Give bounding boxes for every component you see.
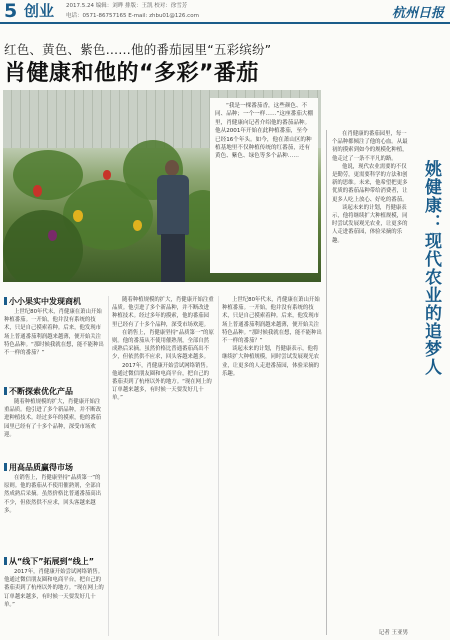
farmer-legs — [161, 234, 185, 282]
tomato — [133, 220, 142, 231]
tomato — [73, 210, 83, 222]
column-divider — [108, 296, 109, 636]
column-divider — [326, 130, 327, 635]
sidebar-paragraph: 在肖健康的番茄园里，每一个品种都倾注了他的心血。从最初的摸索到如今的规模化种植，他走过了一条不平凡的路。 — [332, 131, 408, 162]
page-number: 5 — [4, 0, 18, 22]
section-paragraph: 上世纪80年代末，肖健康在萧山开始种植番茄。一开始，他并没有系统的技术，只是自己摸索着种。后来，他发现市场上普通番茄利润越来越薄，便开始关注特色品种。“那时候我就在想，能不能种出不一样的番茄？” — [222, 297, 322, 345]
editor: 编辑：刘晔 排版：王凯 校对：徐雪芳 — [95, 3, 188, 9]
section-paragraph: 随着种植规模的扩大，肖健康开始注重品质。他引进了多个新品种，并不断改进种植技术。经过多年的摸索，他的番茄园里已经有了十多个品种，深受市场欢迎。 — [4, 399, 102, 438]
article-title: 肖健康和他的“多彩”番茄 — [4, 61, 259, 86]
sidebar-title: 姚健康：现代农业的追梦人 — [421, 160, 441, 376]
email: E-mail: zhbu01@126.com — [128, 13, 199, 19]
article-column-2 — [112, 296, 214, 636]
section-body — [4, 398, 104, 458]
page-meta-line2 — [66, 11, 199, 19]
farmer-body — [157, 175, 189, 235]
sidebar-text — [332, 130, 410, 245]
section-heading: 不断探索优化产品 — [4, 386, 73, 397]
section-paragraph: 谈起未来的计划，肖健康表示，他将继续扩大种植规模，同时尝试发展观光农业，让更多的人走进番茄园，体验采摘的乐趣。 — [222, 346, 320, 377]
section-paragraph: 随着种植规模的扩大，肖健康开始注重品质。他引进了多个新品种，并不断改进种植技术。经过多年的摸索，他的番茄园里已经有了十多个品种，深受市场欢迎。 — [112, 297, 214, 328]
section-paragraph: 上世纪80年代末，肖健康在萧山开始种植番茄。一开始，他并没有系统的技术，只是自己摸索着种。后来，他发现市场上普通番茄利润越来越薄，便开始关注特色品种。“那时候我就在想，能不能种出不一样的番茄？” — [4, 309, 104, 357]
lead-paragraph: “我是一棵番茄香，这些颜色、不同、品种；一个一样……”这座番茄大棚里，肖健康向记者介绍他的番茄品种。他从2001年开始在此种植番茄，至今已经16个年头。如今，他在萧山区的种植基地里不仅种植传统的红番茄，还有黄色、紫色、绿色等多个品种…… — [210, 98, 318, 273]
section-paragraph: 在销售上，肖健康坚持“品质第一”的原则。他的番茄从不使用催熟剂，全部自然成熟后采摘。虽然价格比普通番茄高出不少，但依然供不应求，回头客越来越多。 — [4, 475, 102, 514]
section-paragraph: 2017年，肖健康开始尝试网络销售。他通过微信朋友圈和电商平台，把自己的番茄卖到了杭州以外的地方。“现在网上的订单越来越多，有时候一天要发好几十单。” — [4, 569, 104, 608]
section-body — [4, 308, 104, 378]
farmer-head — [165, 160, 179, 176]
article-subtitle: 红色、黄色、紫色……他的番茄园里“五彩缤纷” — [4, 42, 272, 57]
farmer-figure — [153, 160, 193, 282]
sidebar-paragraph: 他说，现代农业需要的不仅是勤劳，更需要科学的方法和创新的思维。未来，他希望把更多优质的番茄品种带给消费者，让更多人吃上放心、好吃的番茄。 — [332, 163, 408, 203]
masthead-logo: 杭州日报 — [391, 6, 444, 21]
page-header — [0, 0, 450, 24]
tomato — [103, 170, 111, 180]
section-paragraph: 2017年，肖健康开始尝试网络销售。他通过微信朋友圈和电商平台，把自己的番茄卖到了杭州以外的地方。“现在网上的订单越来越多，有时候一天要发好几十单。” — [112, 362, 212, 402]
section-heading: 小小果实中发现商机 — [4, 296, 81, 307]
foliage — [3, 210, 83, 282]
tomato — [33, 185, 42, 197]
section-name: 创业 — [24, 2, 55, 20]
section-body — [4, 474, 104, 552]
section-heading: 用高品质赢得市场 — [4, 462, 73, 473]
tomato — [48, 230, 57, 241]
sidebar-paragraph: 谈起未来的计划，肖健康表示，他将继续扩大种植规模，同时尝试发展观光农业，让更多的人走进番茄园，体验采摘的乐趣。 — [332, 204, 408, 244]
section-paragraph: 在销售上，肖健康坚持“品质第一”的原则。他的番茄从不使用催熟剂，全部自然成熟后采摘。虽然价格比普通番茄高出不少，但依然供不应求，回头客越来越多。 — [112, 329, 214, 361]
section-body — [4, 568, 104, 636]
phone: 电话：0571-86757165 — [66, 13, 127, 19]
date: 2017.5.24 — [66, 3, 94, 9]
author-byline: 记者 王亚男 — [378, 630, 408, 636]
article-column-3 — [222, 296, 322, 626]
page-meta-line1 — [66, 1, 187, 9]
column-divider — [218, 296, 219, 636]
section-heading: 从“线下”拓展到“线上” — [4, 556, 94, 567]
